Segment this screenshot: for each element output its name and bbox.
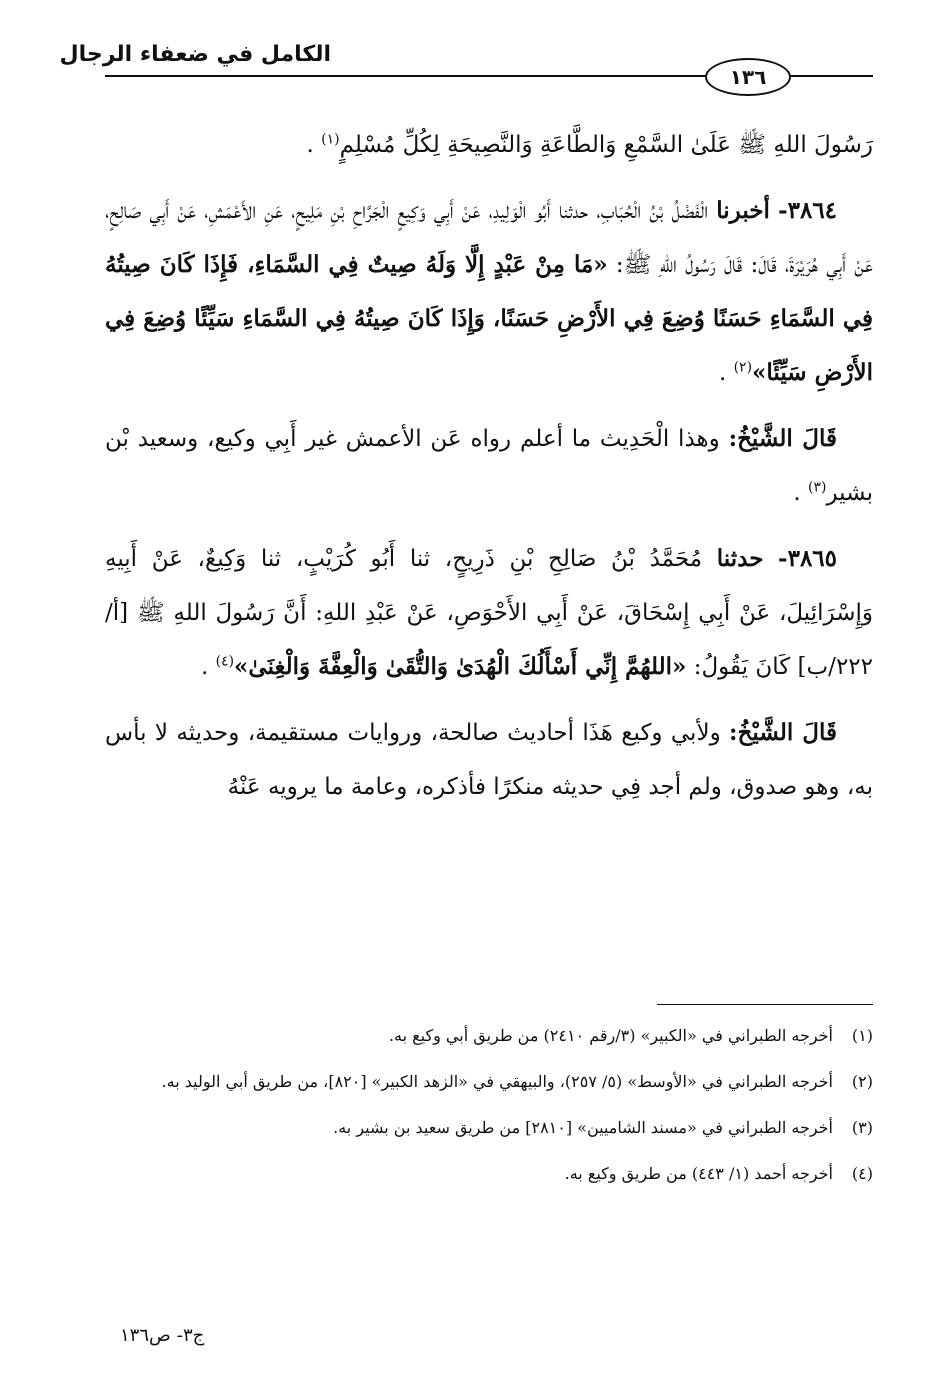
paragraph-tail: .: [793, 480, 801, 506]
footnote-number: (٤): [851, 1164, 873, 1183]
hadith-entry-3865: [105, 532, 873, 694]
footnote-rule: [657, 1004, 873, 1005]
footnotes: [105, 1018, 873, 1202]
shaykh-comment: [105, 412, 873, 520]
volume-page-footer: ج٣- ص١٣٦: [120, 1325, 205, 1346]
paragraph-text: رَسُولَ اللهِ ﷺ عَلَىٰ السَّمْعِ وَالطَّاعَةِ وَالنَّصِيحَةِ لِكُلِّ مُسْلِمٍ: [339, 132, 873, 158]
footnote-ref: (١): [321, 131, 340, 148]
speaker-label: قَالَ الشَّيْخُ:: [728, 425, 838, 452]
running-header-title: الكامل في ضعفاء الرجال: [59, 42, 331, 67]
comment-text: وهذا الْحَدِيث ما أعلم رواه عَن الأعمش غير أَبِي وكيع، وسعيد بْن بشير: [105, 426, 873, 506]
isnad-text: الْفَضْلُ بْنُ الْحُبَابِ، حدثنا أَبُو الْوَلِيدِ، عَنْ أَبِي وَكِيعٍ الْجَرَّاحِ بْنِ مَلِيحٍ، عَنِ الأَعْمَشِ، عَنْ أَبِي صَالِحٍ، عَنْ أَبِي هُرَيْرَةَ، قَالَ: قَالَ رَسُولُ اللهِ ﷺ:: [105, 198, 874, 278]
entry-number: ٣٨٦٤-: [778, 197, 838, 224]
footnote-text: أخرجه الطبراني في «مسند الشاميين» [٢٨١٠] من طريق سعيد بن بشير به.: [333, 1118, 833, 1137]
transmission-lead: حدثنا: [716, 545, 764, 572]
isnad-text: مُحَمَّدُ بْنُ صَالِحِ بْنِ ذَرِيحٍ، ثنا أَبُو كُرَيْبٍ، ثنا وَكِيعٌ، عَنْ أَبِيهِ وَإِسْرَائِيلَ، عَنْ أَبِي إِسْحَاقَ، عَنْ أَبِي الأَحْوَصِ، عَنْ عَبْدِ اللهِ: أَنَّ رَسُولَ اللهِ ﷺ [أ/٢٢٢/ب] كَانَ يَقُولُ:: [105, 546, 873, 680]
footnote-text: أخرجه أحمد (١/ ٤٤٣) من طريق وكيع به.: [564, 1164, 833, 1183]
page-number: ١٣٦: [729, 65, 767, 89]
footnote-number: (٢): [851, 1072, 873, 1091]
footnote-number: (٣): [851, 1118, 873, 1137]
paragraph-continuation: [105, 118, 873, 172]
footnote: [105, 1110, 873, 1146]
footnote-ref: (٤): [215, 653, 235, 670]
hadith-entry-3864: [105, 184, 873, 400]
footnote-number: (١): [851, 1026, 873, 1045]
footnote-ref: (٣): [807, 479, 827, 496]
page-number-oval: [705, 58, 791, 96]
paragraph-tail: .: [306, 132, 314, 158]
footnote-text: أخرجه الطبراني في «الأوسط» (٥/ ٢٥٧)، والبيهقي في «الزهد الكبير» [٨٢٠]، من طريق أبي الوليد به.: [161, 1072, 833, 1091]
comment-text: ولأبي وكيع هَذَا أحاديث صالحة، وروايات مستقيمة، وحديثه لا بأس به، وهو صدوق، ولم أجد فِي حديثه منكرًا فأذكره، وعامة ما يرويه عَنْهُ: [105, 720, 873, 800]
footnote: [105, 1064, 873, 1100]
paragraph-tail: .: [200, 654, 209, 680]
footnote: [105, 1018, 873, 1054]
shaykh-comment: [105, 706, 873, 814]
footnote-text: أخرجه الطبراني في «الكبير» (٣/رقم ٢٤١٠) من طريق أبي وكيع به.: [388, 1026, 833, 1045]
hadith-matn: «اللهُمَّ إِنِّي أَسْأَلُكَ الْهُدَىٰ وَالتُّقَىٰ وَالْعِفَّةَ وَالْغِنَىٰ»: [234, 653, 687, 680]
transmission-lead: أخبرنا: [716, 197, 770, 224]
speaker-label: قَالَ الشَّيْخُ:: [729, 719, 838, 746]
entry-number: ٣٨٦٥-: [778, 545, 838, 572]
footnote-ref: (٢): [733, 359, 753, 376]
paragraph-tail: .: [718, 360, 727, 386]
main-text: [105, 118, 873, 826]
footnote: [105, 1156, 873, 1192]
hadith-matn: «مَا مِنْ عَبْدٍ إِلَّا وَلَهُ صِيتٌ فِي السَّمَاءِ، فَإِذَا كَانَ صِيتُهُ فِي السَّمَاءِ حَسَنًا وُضِعَ فِي الأَرْضِ حَسَنًا، وَإِذَا كَانَ صِيتُهُ فِي السَّمَاءِ سَيِّئًا وُضِعَ فِي الأَرْضِ سَيِّئًا»: [105, 251, 873, 386]
